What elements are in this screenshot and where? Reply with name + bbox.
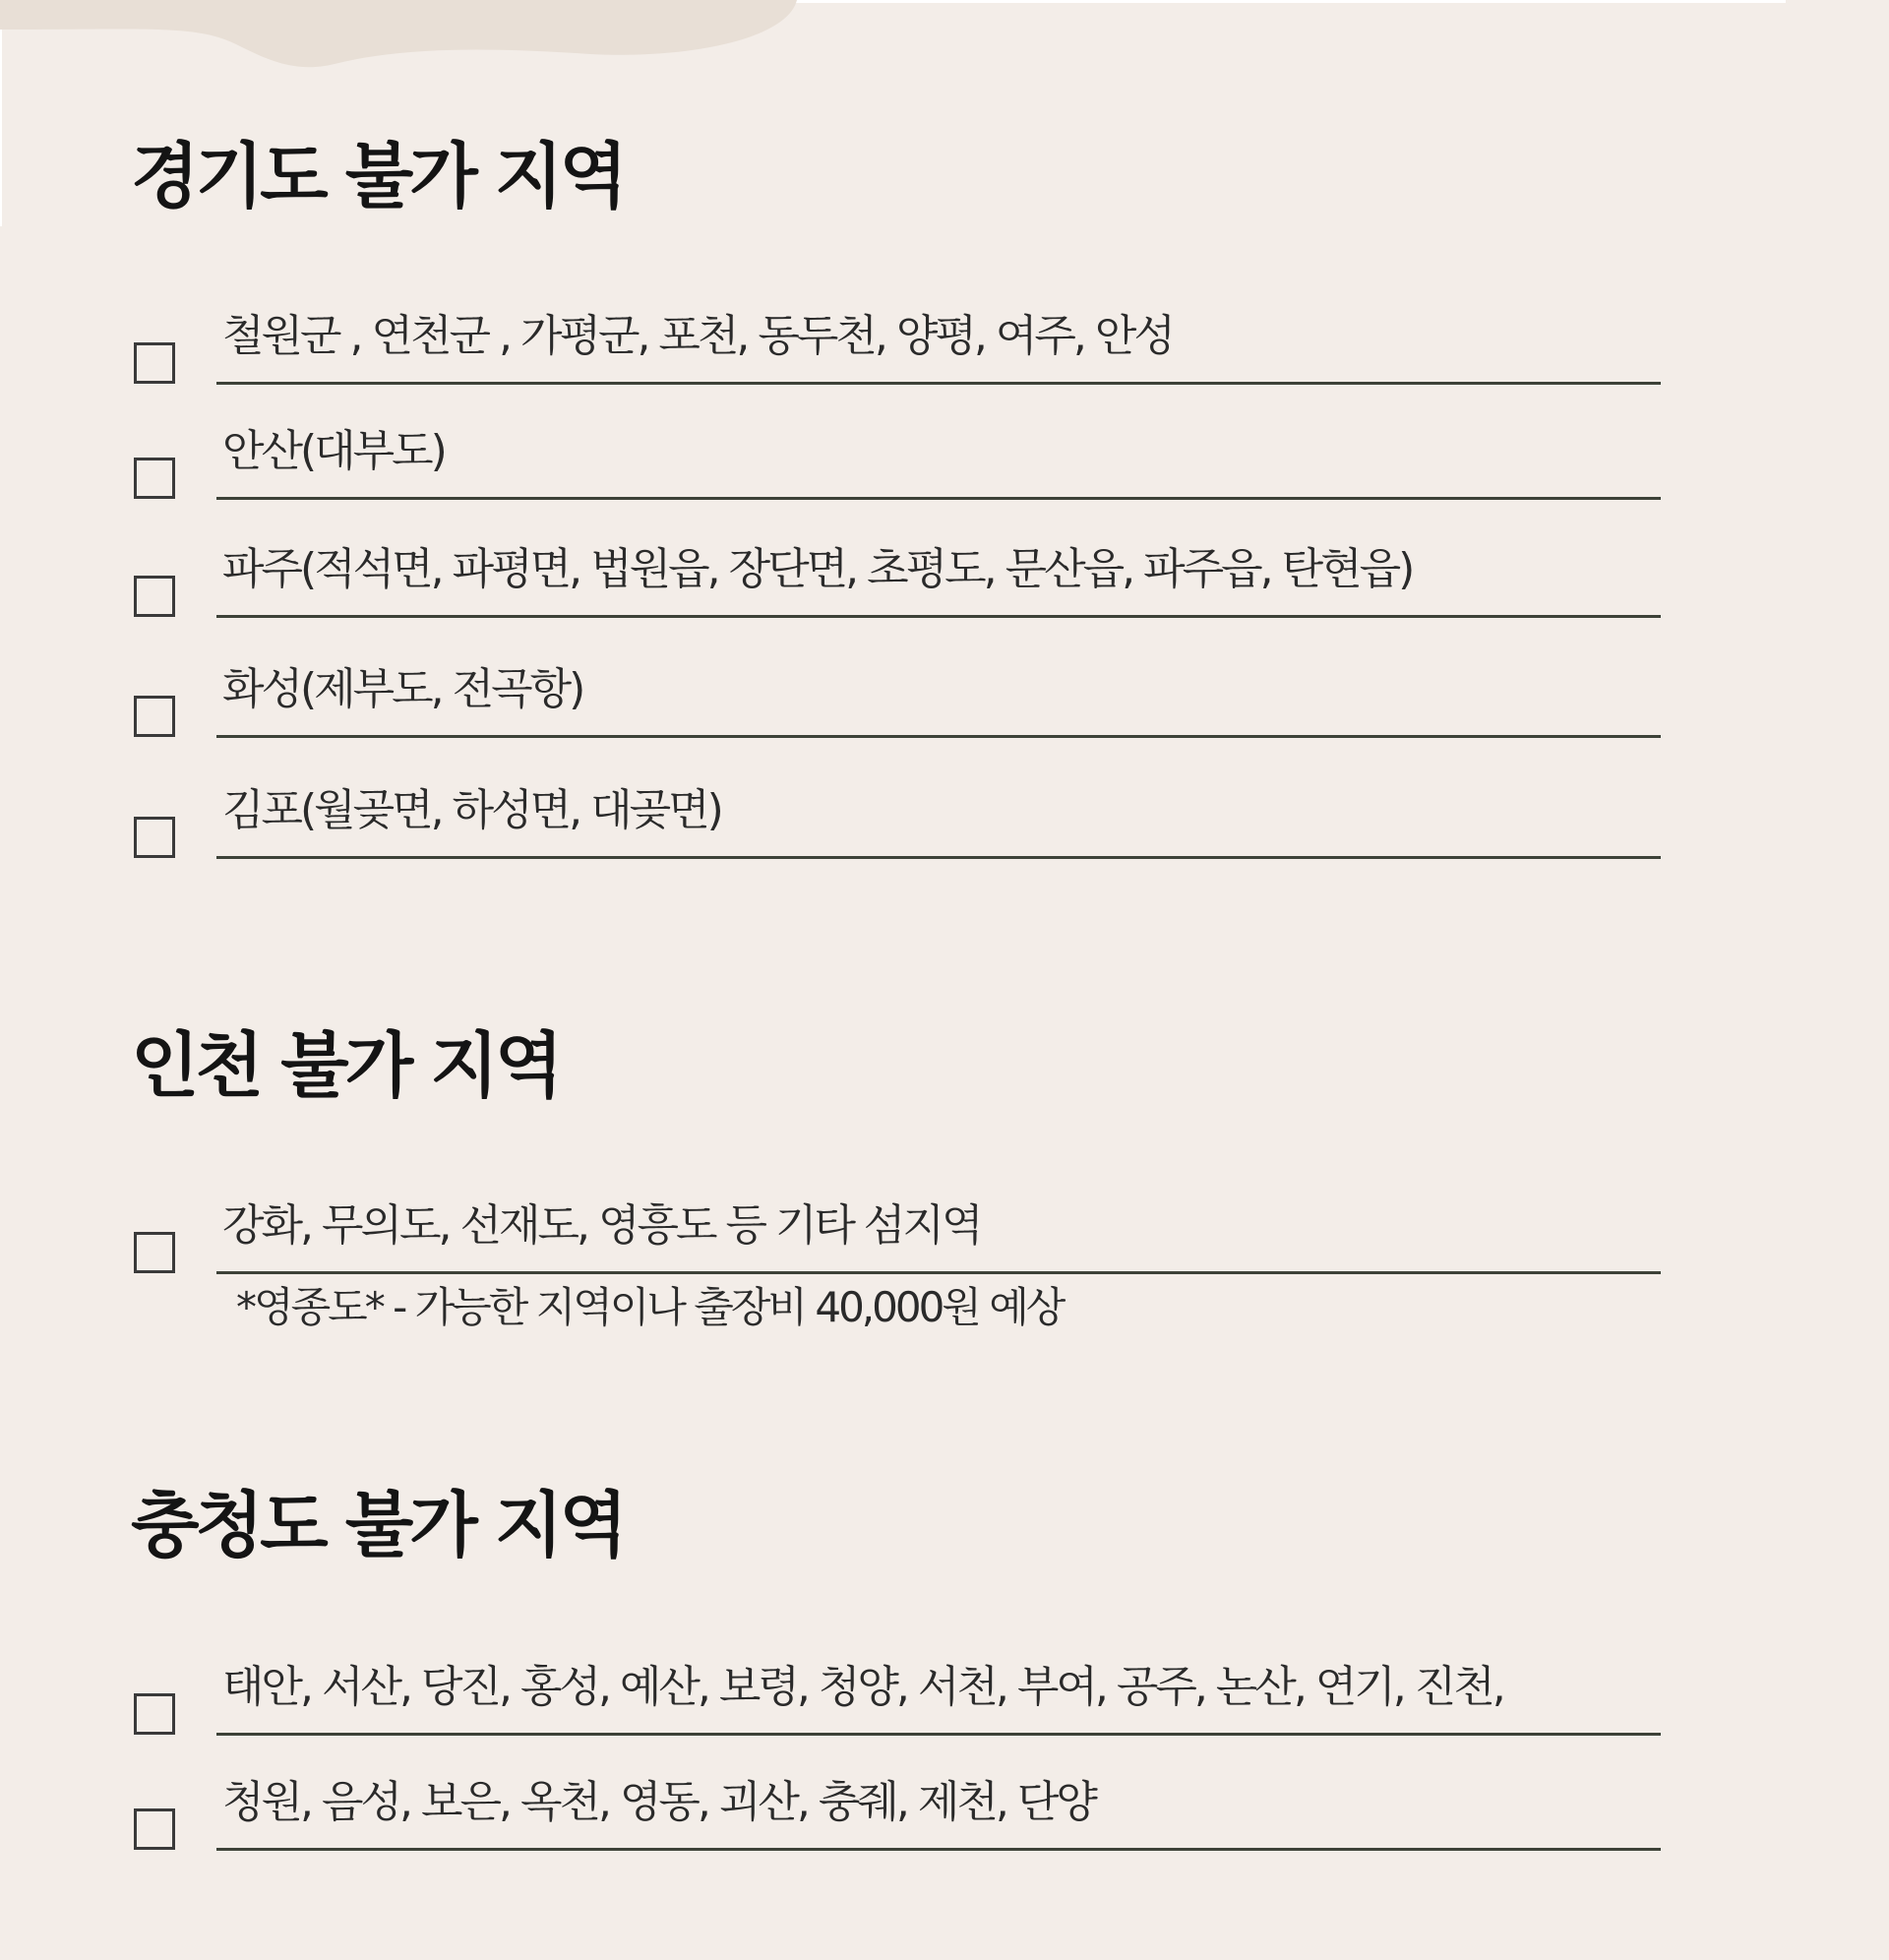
list-item-text: 태안, 서산, 당진, 홍성, 예산, 보령, 청양, 서천, 부여, 공주, 논산, 연기, 진천,: [222, 1662, 1503, 1712]
list-item-text: 철원군 , 연천군 , 가평군, 포천, 동두천, 양평, 여주, 안성: [222, 311, 1173, 361]
checkbox[interactable]: [134, 817, 175, 858]
list-item: [0, 297, 1889, 396]
checkbox[interactable]: [134, 1232, 175, 1273]
checkbox[interactable]: [134, 1808, 175, 1850]
list-item: [0, 650, 1889, 749]
list-item: [0, 771, 1889, 870]
list-item-text: 강화, 무의도, 선재도, 영흥도 등 기타 섬지역: [222, 1200, 981, 1251]
checkbox[interactable]: [134, 1693, 175, 1735]
underline-divider: [216, 1733, 1661, 1736]
section-title-chungcheong: 충청도 불가 지역: [131, 1484, 624, 1566]
list-item: [0, 530, 1889, 629]
top-white-strip: [787, 0, 1786, 3]
checkbox[interactable]: [134, 342, 175, 384]
list-item: [0, 1648, 1889, 1746]
list-item: [0, 1187, 1889, 1285]
underline-divider: [216, 1848, 1661, 1851]
list-item: [0, 1763, 1889, 1862]
underline-divider: [216, 735, 1661, 738]
list-item-text: 김포(월곶면, 하성면, 대곶면): [222, 785, 721, 835]
list-item: [0, 412, 1889, 511]
decorative-blob: [0, 0, 807, 79]
underline-divider: [216, 382, 1661, 385]
underline-divider: [216, 1271, 1661, 1274]
yeongjongdo-note: *영종도* - 가능한 지역이나 출장비 40,000원 예상: [236, 1283, 1064, 1331]
list-item-text: 화성(제부도, 전곡항): [222, 664, 583, 714]
checkbox[interactable]: [134, 696, 175, 737]
section-title-gyeonggi: 경기도 불가 지역: [131, 135, 624, 217]
list-item-text: 청원, 음성, 보은, 옥천, 영동, 괴산, 충줴, 제천, 단양: [222, 1777, 1095, 1827]
underline-divider: [216, 856, 1661, 859]
section-title-incheon: 인천 불가 지역: [131, 1024, 560, 1107]
list-item-text: 파주(적석면, 파평면, 법원읍, 장단면, 초평도, 문산읍, 파주읍, 탄현읍): [222, 544, 1413, 594]
underline-divider: [216, 615, 1661, 618]
underline-divider: [216, 497, 1661, 500]
checkbox[interactable]: [134, 576, 175, 617]
checkbox[interactable]: [134, 458, 175, 499]
list-item-text: 안산(대부도): [222, 426, 445, 476]
